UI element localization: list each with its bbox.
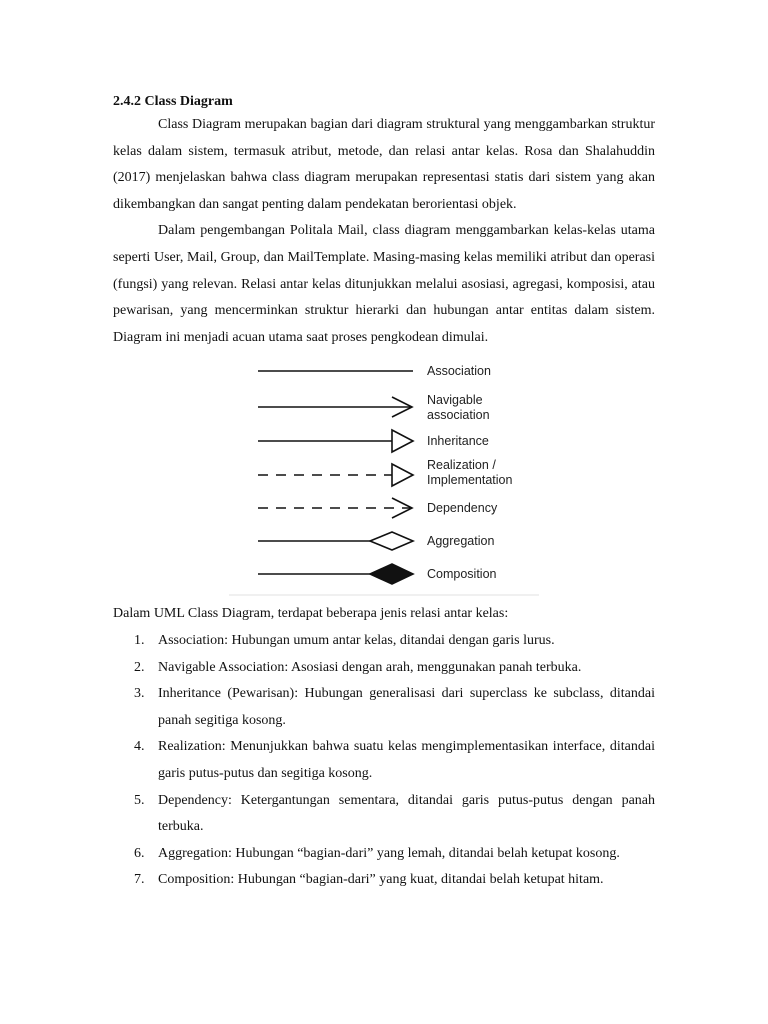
list-number: 6. bbox=[134, 845, 145, 861]
list-text: Association: Hubungan umum antar kelas, ditandai dengan garis lurus. bbox=[158, 632, 555, 648]
dependency-line bbox=[258, 498, 412, 518]
list-text: Realization: Menunjukkan bahwa suatu kelas mengimplementasikan interface, ditandai garis putus-putus dan segitiga kosong. bbox=[158, 739, 655, 781]
list-item bbox=[113, 867, 655, 894]
realization-line bbox=[258, 464, 413, 486]
paragraph-1: Class Diagram merupakan bagian dari diagram struktural yang menggambarkan struktur kelas dalam sistem, termasuk atribut, metode, dan relasi antar kelas. Rosa dan Shalahuddin (2017) menjelaskan bahwa class diagram merupakan representasi statis dari sistem yang akan dikembangkan dan sangat penting dalam pendekatan berorientasi objek. bbox=[113, 117, 655, 212]
list-number: 2. bbox=[134, 659, 145, 675]
list-number: 3. bbox=[134, 686, 145, 702]
section-heading: 2.4.2 Class Diagram bbox=[113, 94, 233, 109]
list-text: Navigable Association: Asosiasi dengan arah, menggunakan panah terbuka. bbox=[158, 659, 582, 675]
list-item bbox=[113, 655, 655, 682]
list-text: Aggregation: Hubungan “bagian-dari” yang lemah, ditandai belah ketupat kosong. bbox=[158, 845, 620, 861]
list-intro: Dalam UML Class Diagram, terdapat beberapa jenis relasi antar kelas: bbox=[113, 606, 509, 622]
inheritance-line bbox=[258, 430, 413, 452]
composition-line bbox=[258, 564, 413, 584]
list-number: 5. bbox=[134, 792, 145, 808]
list-number: 7. bbox=[134, 872, 145, 888]
list-item bbox=[113, 628, 655, 655]
list-number: 1. bbox=[134, 632, 145, 648]
document-page bbox=[113, 92, 655, 894]
relation-list bbox=[113, 628, 655, 894]
label-aggregation: Aggregation bbox=[427, 534, 495, 549]
label-realization: Realization / Implementation bbox=[427, 458, 513, 487]
label-navigable-association: Navigable association bbox=[427, 393, 490, 422]
label-association: Association bbox=[427, 364, 491, 379]
list-item bbox=[113, 841, 655, 868]
label-dependency: Dependency bbox=[427, 501, 498, 516]
list-number: 4. bbox=[134, 739, 145, 755]
paragraph-2: Dalam pengembangan Politala Mail, class diagram menggambarkan kelas-kelas utama seperti User, Mail, Group, dan MailTemplate. Masing-masing kelas memiliki atribut dan operasi (fungsi) yang relevan. Relasi antar kelas ditunjukkan melalui asosiasi, agregasi, komposisi, atau pewarisan, yang mencerminkan struktur hierarki dan hubungan antar entitas dalam sistem. Diagram ini menjadi acuan utama saat proses pengkodean dimulai. bbox=[113, 223, 655, 345]
list-item bbox=[113, 734, 655, 787]
uml-relationships-figure bbox=[113, 353, 655, 597]
list-text: Dependency: Ketergantungan sementara, ditandai garis putus-putus dengan panah terbuka. bbox=[158, 792, 655, 835]
label-inheritance: Inheritance bbox=[427, 434, 489, 449]
navigable-association-line bbox=[258, 397, 412, 417]
label-composition: Composition bbox=[427, 567, 497, 582]
list-item bbox=[113, 681, 655, 734]
list-text: Composition: Hubungan “bagian-dari” yang kuat, ditandai belah ketupat hitam. bbox=[158, 872, 604, 888]
aggregation-line bbox=[258, 532, 413, 550]
list-text: Inheritance (Pewarisan): Hubungan generalisasi dari superclass ke subclass, ditandai panah segitiga kosong. bbox=[158, 686, 655, 728]
list-item bbox=[113, 788, 655, 841]
uml-relationship-notation bbox=[113, 353, 655, 597]
